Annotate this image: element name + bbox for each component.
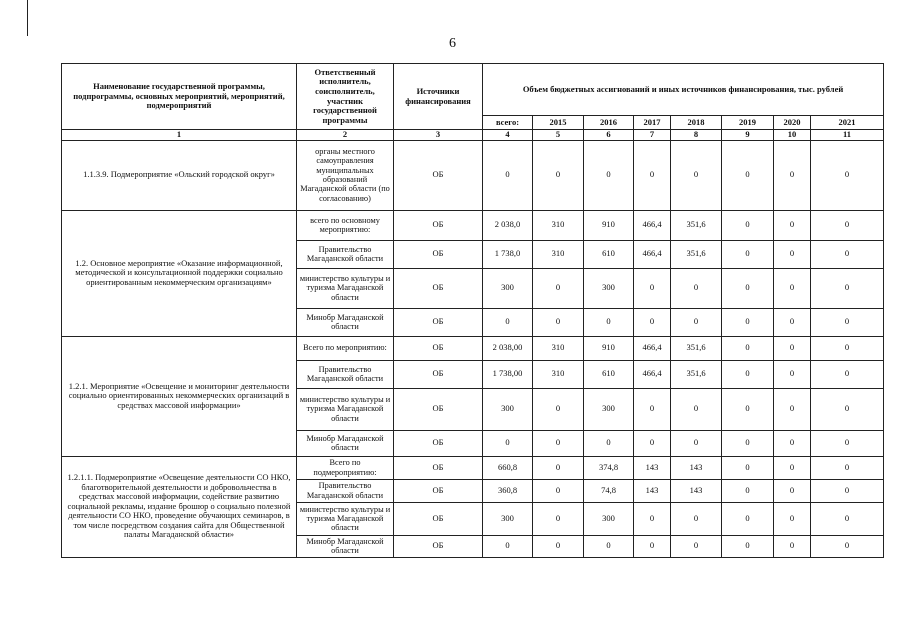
value-cell: 0 xyxy=(634,308,671,336)
responsible-cell: Всего по подмероприятию: xyxy=(297,456,394,479)
value-cell: 0 xyxy=(811,360,884,388)
measure-name: 1.1.3.9. Подмероприятие «Ольский городской округ» xyxy=(62,140,297,210)
value-cell: 2 038,00 xyxy=(483,336,533,360)
value-cell: 0 xyxy=(722,388,774,430)
value-cell: 0 xyxy=(533,140,584,210)
value-cell: 0 xyxy=(774,430,811,456)
value-cell: 466,4 xyxy=(634,360,671,388)
column-number: 3 xyxy=(394,130,483,141)
value-cell: 143 xyxy=(671,456,722,479)
value-cell: 0 xyxy=(722,140,774,210)
value-cell: 351,6 xyxy=(671,240,722,268)
value-cell: 0 xyxy=(533,268,584,308)
value-cell: 0 xyxy=(722,456,774,479)
value-cell: 0 xyxy=(671,140,722,210)
value-cell: 466,4 xyxy=(634,336,671,360)
column-number: 10 xyxy=(774,130,811,141)
responsible-cell: Правительство Магаданской области xyxy=(297,360,394,388)
value-cell: 0 xyxy=(811,268,884,308)
responsible-cell: Всего по мероприятию: xyxy=(297,336,394,360)
header-year: всего: xyxy=(483,116,533,130)
value-cell: 143 xyxy=(634,456,671,479)
column-number: 2 xyxy=(297,130,394,141)
value-cell: 0 xyxy=(722,268,774,308)
value-cell: 0 xyxy=(811,388,884,430)
source-cell: ОБ xyxy=(394,210,483,240)
value-cell: 74,8 xyxy=(584,479,634,502)
value-cell: 0 xyxy=(671,535,722,557)
value-cell: 310 xyxy=(533,240,584,268)
value-cell: 0 xyxy=(634,502,671,535)
measure-name: 1.2.1.1. Подмероприятие «Освещение деятельности СО НКО, благотворительной деятельности и добровольчества в средствах массовой информации, содействие развитию социальной рекламы, издание брошюр о социально полезной деятельности СО НКО, проведение обучающих семинаров, в том числе посредством создания сайта для Общественной палаты Магаданской области» xyxy=(62,456,297,557)
value-cell: 0 xyxy=(483,430,533,456)
value-cell: 351,6 xyxy=(671,210,722,240)
value-cell: 610 xyxy=(584,360,634,388)
margin-rule xyxy=(27,0,28,36)
value-cell: 0 xyxy=(671,308,722,336)
table-row xyxy=(62,456,884,479)
source-cell: ОБ xyxy=(394,240,483,268)
table-row xyxy=(62,140,884,210)
table-row xyxy=(62,210,884,240)
value-cell: 300 xyxy=(584,502,634,535)
value-cell: 0 xyxy=(533,388,584,430)
value-cell: 0 xyxy=(634,388,671,430)
header-year: 2021 xyxy=(811,116,884,130)
header-year: 2019 xyxy=(722,116,774,130)
value-cell: 0 xyxy=(722,502,774,535)
value-cell: 0 xyxy=(774,140,811,210)
value-cell: 300 xyxy=(483,268,533,308)
page-number: 6 xyxy=(449,36,456,51)
value-cell: 0 xyxy=(671,430,722,456)
value-cell: 0 xyxy=(584,430,634,456)
value-cell: 0 xyxy=(774,479,811,502)
header-year: 2015 xyxy=(533,116,584,130)
value-cell: 466,4 xyxy=(634,210,671,240)
value-cell: 0 xyxy=(483,535,533,557)
value-cell: 310 xyxy=(533,336,584,360)
value-cell: 0 xyxy=(774,336,811,360)
value-cell: 143 xyxy=(671,479,722,502)
value-cell: 0 xyxy=(533,502,584,535)
value-cell: 0 xyxy=(811,240,884,268)
value-cell: 0 xyxy=(811,308,884,336)
value-cell: 0 xyxy=(774,456,811,479)
table-row xyxy=(62,336,884,360)
value-cell: 0 xyxy=(533,430,584,456)
value-cell: 0 xyxy=(722,479,774,502)
value-cell: 1 738,0 xyxy=(483,240,533,268)
header-volume: Объем бюджетных ассигнований и иных источников финансирования, тыс. рублей xyxy=(483,64,884,116)
responsible-cell: министерство культуры и туризма Магаданской области xyxy=(297,502,394,535)
value-cell: 0 xyxy=(722,308,774,336)
value-cell: 0 xyxy=(811,502,884,535)
value-cell: 610 xyxy=(584,240,634,268)
responsible-cell: Минобр Магаданской области xyxy=(297,535,394,557)
value-cell: 310 xyxy=(533,210,584,240)
responsible-cell: министерство культуры и туризма Магаданской области xyxy=(297,268,394,308)
value-cell: 0 xyxy=(811,336,884,360)
header-responsible: Ответственный исполнитель, соисполнитель, участник государственной программы xyxy=(297,64,394,130)
value-cell: 2 038,0 xyxy=(483,210,533,240)
column-number: 4 xyxy=(483,130,533,141)
value-cell: 0 xyxy=(634,268,671,308)
value-cell: 300 xyxy=(584,388,634,430)
value-cell: 0 xyxy=(774,210,811,240)
value-cell: 660,8 xyxy=(483,456,533,479)
header-name: Наименование государственной программы, подпрограммы, основных мероприятий, мероприятий, подмероприятий xyxy=(62,64,297,130)
value-cell: 0 xyxy=(634,140,671,210)
value-cell: 1 738,00 xyxy=(483,360,533,388)
value-cell: 0 xyxy=(811,430,884,456)
value-cell: 0 xyxy=(722,360,774,388)
value-cell: 143 xyxy=(634,479,671,502)
source-cell: ОБ xyxy=(394,430,483,456)
value-cell: 0 xyxy=(584,140,634,210)
value-cell: 0 xyxy=(811,479,884,502)
value-cell: 0 xyxy=(722,210,774,240)
source-cell: ОБ xyxy=(394,268,483,308)
responsible-cell: Правительство Магаданской области xyxy=(297,240,394,268)
responsible-cell: Минобр Магаданской области xyxy=(297,430,394,456)
value-cell: 0 xyxy=(811,535,884,557)
value-cell: 300 xyxy=(584,268,634,308)
value-cell: 0 xyxy=(774,388,811,430)
source-cell: ОБ xyxy=(394,456,483,479)
header-year: 2016 xyxy=(584,116,634,130)
value-cell: 0 xyxy=(774,268,811,308)
value-cell: 351,6 xyxy=(671,360,722,388)
source-cell: ОБ xyxy=(394,308,483,336)
measure-name: 1.2.1. Мероприятие «Освещение и мониторинг деятельности социально ориентированных некоммерческих организаций в средствах массовой информации» xyxy=(62,336,297,456)
value-cell: 0 xyxy=(671,268,722,308)
value-cell: 0 xyxy=(483,308,533,336)
value-cell: 0 xyxy=(483,140,533,210)
source-cell: ОБ xyxy=(394,388,483,430)
column-number: 5 xyxy=(533,130,584,141)
value-cell: 0 xyxy=(634,535,671,557)
value-cell: 300 xyxy=(483,388,533,430)
value-cell: 0 xyxy=(774,308,811,336)
measure-name: 1.2. Основное мероприятие «Оказание информационной, методической и консультационной поддержки социально ориентированным некоммерческим организациям» xyxy=(62,210,297,336)
value-cell: 0 xyxy=(671,502,722,535)
value-cell: 374,8 xyxy=(584,456,634,479)
value-cell: 0 xyxy=(722,430,774,456)
source-cell: ОБ xyxy=(394,502,483,535)
value-cell: 0 xyxy=(774,502,811,535)
value-cell: 0 xyxy=(811,210,884,240)
responsible-cell: министерство культуры и туризма Магаданской области xyxy=(297,388,394,430)
budget-table xyxy=(61,63,884,558)
value-cell: 0 xyxy=(722,336,774,360)
header-year: 2018 xyxy=(671,116,722,130)
column-number: 11 xyxy=(811,130,884,141)
value-cell: 351,6 xyxy=(671,336,722,360)
value-cell: 0 xyxy=(722,535,774,557)
value-cell: 360,8 xyxy=(483,479,533,502)
column-number: 8 xyxy=(671,130,722,141)
value-cell: 310 xyxy=(533,360,584,388)
value-cell: 0 xyxy=(774,240,811,268)
responsible-cell: Правительство Магаданской области xyxy=(297,479,394,502)
value-cell: 0 xyxy=(671,388,722,430)
source-cell: ОБ xyxy=(394,336,483,360)
value-cell: 466,4 xyxy=(634,240,671,268)
responsible-cell: Минобр Магаданской области xyxy=(297,308,394,336)
responsible-cell: органы местного самоуправления муниципальных образований Магаданской области (по согласованию) xyxy=(297,140,394,210)
value-cell: 910 xyxy=(584,336,634,360)
header-year: 2020 xyxy=(774,116,811,130)
column-number: 9 xyxy=(722,130,774,141)
value-cell: 0 xyxy=(533,456,584,479)
value-cell: 0 xyxy=(774,535,811,557)
value-cell: 0 xyxy=(533,308,584,336)
value-cell: 0 xyxy=(634,430,671,456)
value-cell: 0 xyxy=(533,535,584,557)
header-year: 2017 xyxy=(634,116,671,130)
source-cell: ОБ xyxy=(394,535,483,557)
value-cell: 0 xyxy=(811,456,884,479)
value-cell: 300 xyxy=(483,502,533,535)
value-cell: 0 xyxy=(584,535,634,557)
value-cell: 0 xyxy=(811,140,884,210)
value-cell: 910 xyxy=(584,210,634,240)
value-cell: 0 xyxy=(722,240,774,268)
value-cell: 0 xyxy=(584,308,634,336)
column-number: 7 xyxy=(634,130,671,141)
source-cell: ОБ xyxy=(394,360,483,388)
source-cell: ОБ xyxy=(394,479,483,502)
responsible-cell: всего по основному мероприятию: xyxy=(297,210,394,240)
column-number: 6 xyxy=(584,130,634,141)
column-number: 1 xyxy=(62,130,297,141)
value-cell: 0 xyxy=(533,479,584,502)
value-cell: 0 xyxy=(774,360,811,388)
header-source: Источники финансирования xyxy=(394,64,483,130)
source-cell: ОБ xyxy=(394,140,483,210)
